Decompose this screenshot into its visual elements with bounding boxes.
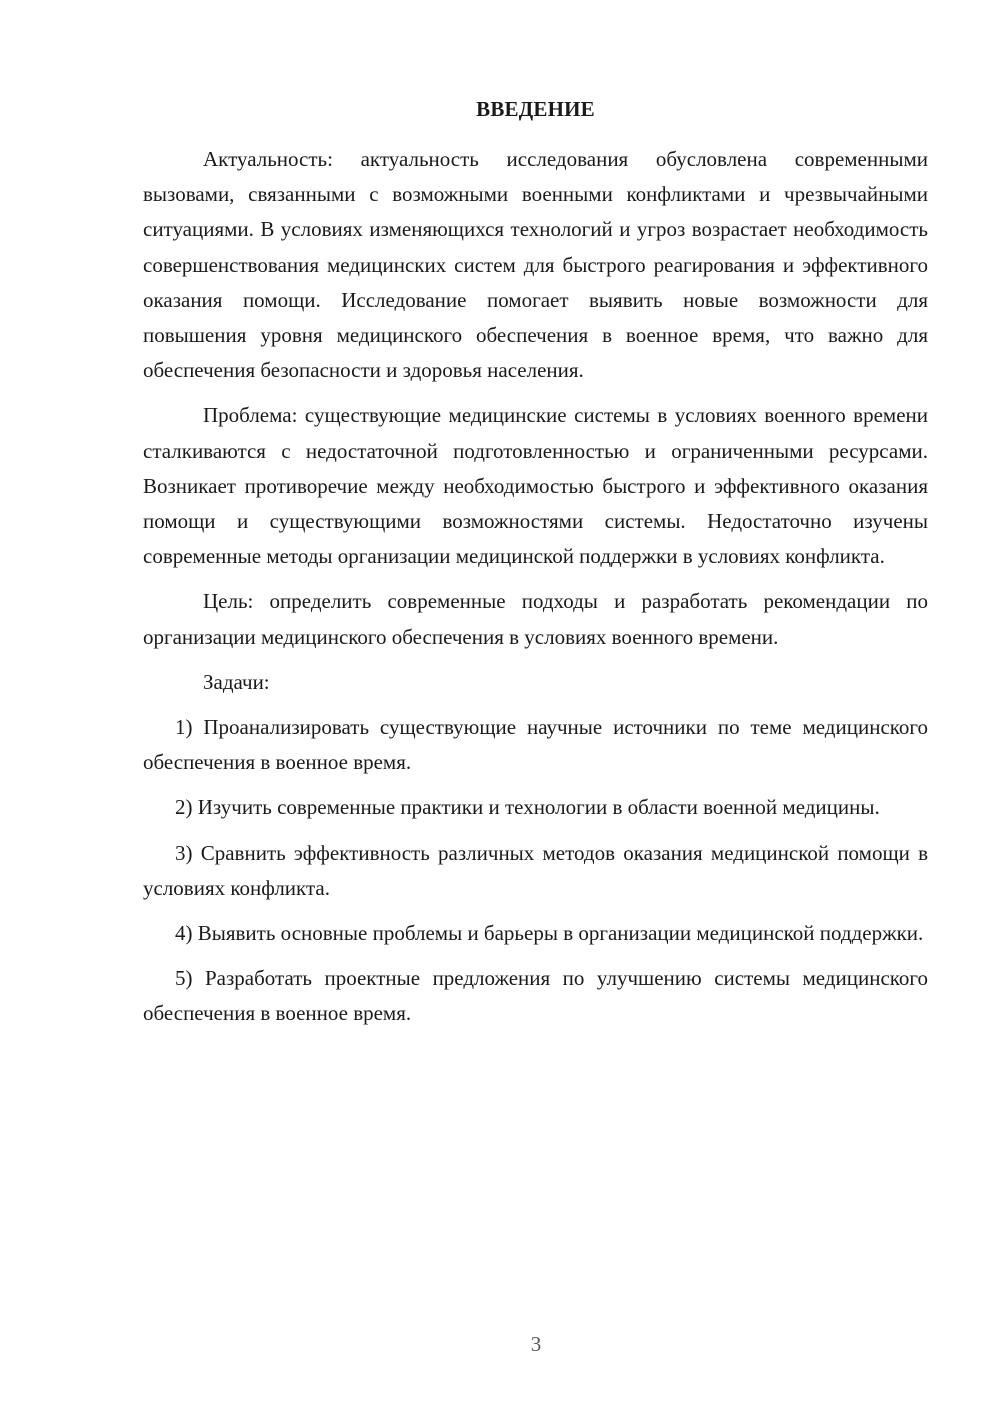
page-number: 3	[530, 1332, 542, 1356]
task-item-2: 2) Изучить современные практики и технологии в области военной медицины.	[175, 795, 880, 820]
task-item-1: 1) Проанализировать существующие научные источники по теме медицинского обеспечения в военное время.	[143, 715, 928, 775]
task-item-5: 5) Разработать проектные предложения по улучшению системы медицинского обеспечения в военное время.	[143, 966, 928, 1026]
paragraph-goal: Цель: определить современные подходы и разработать рекомендации по организации медицинского обеспечения в условиях военного времени.	[143, 589, 928, 649]
paragraph-problem: Проблема: существующие медицинские системы в условиях военного времени сталкиваются с недостаточной подготовленностью и ограниченными ресурсами. Возникает противоречие между необходимостью быстрого и эффективного оказания помощи и существующими возможностями системы. Недостаточно изучены современные методы организации медицинской поддержки в условиях конфликта.	[143, 403, 928, 569]
task-item-4: 4) Выявить основные проблемы и барьеры в организации медицинской поддержки.	[175, 921, 924, 946]
document-page	[143, 92, 928, 1042]
tasks-label: Задачи:	[203, 669, 270, 694]
paragraph-relevance: Актуальность: актуальность исследования обусловлена современными вызовами, связанными с возможными военными конфликтами и чрезвычайными ситуациями. В условиях изменяющихся технологий и угроз возрастает необходимость совершенствования медицинских систем для быстрого реагирования и эффективного оказания помощи. Исследование помогает выявить новые возможности для повышения уровня медицинского обеспечения в военное время, что важно для обеспечения безопасности и здоровья населения.	[143, 147, 928, 383]
task-item-3: 3) Сравнить эффективность различных методов оказания медицинской помощи в условиях конфликта.	[143, 840, 928, 900]
section-title: ВВЕДЕНИЕ	[476, 97, 595, 121]
